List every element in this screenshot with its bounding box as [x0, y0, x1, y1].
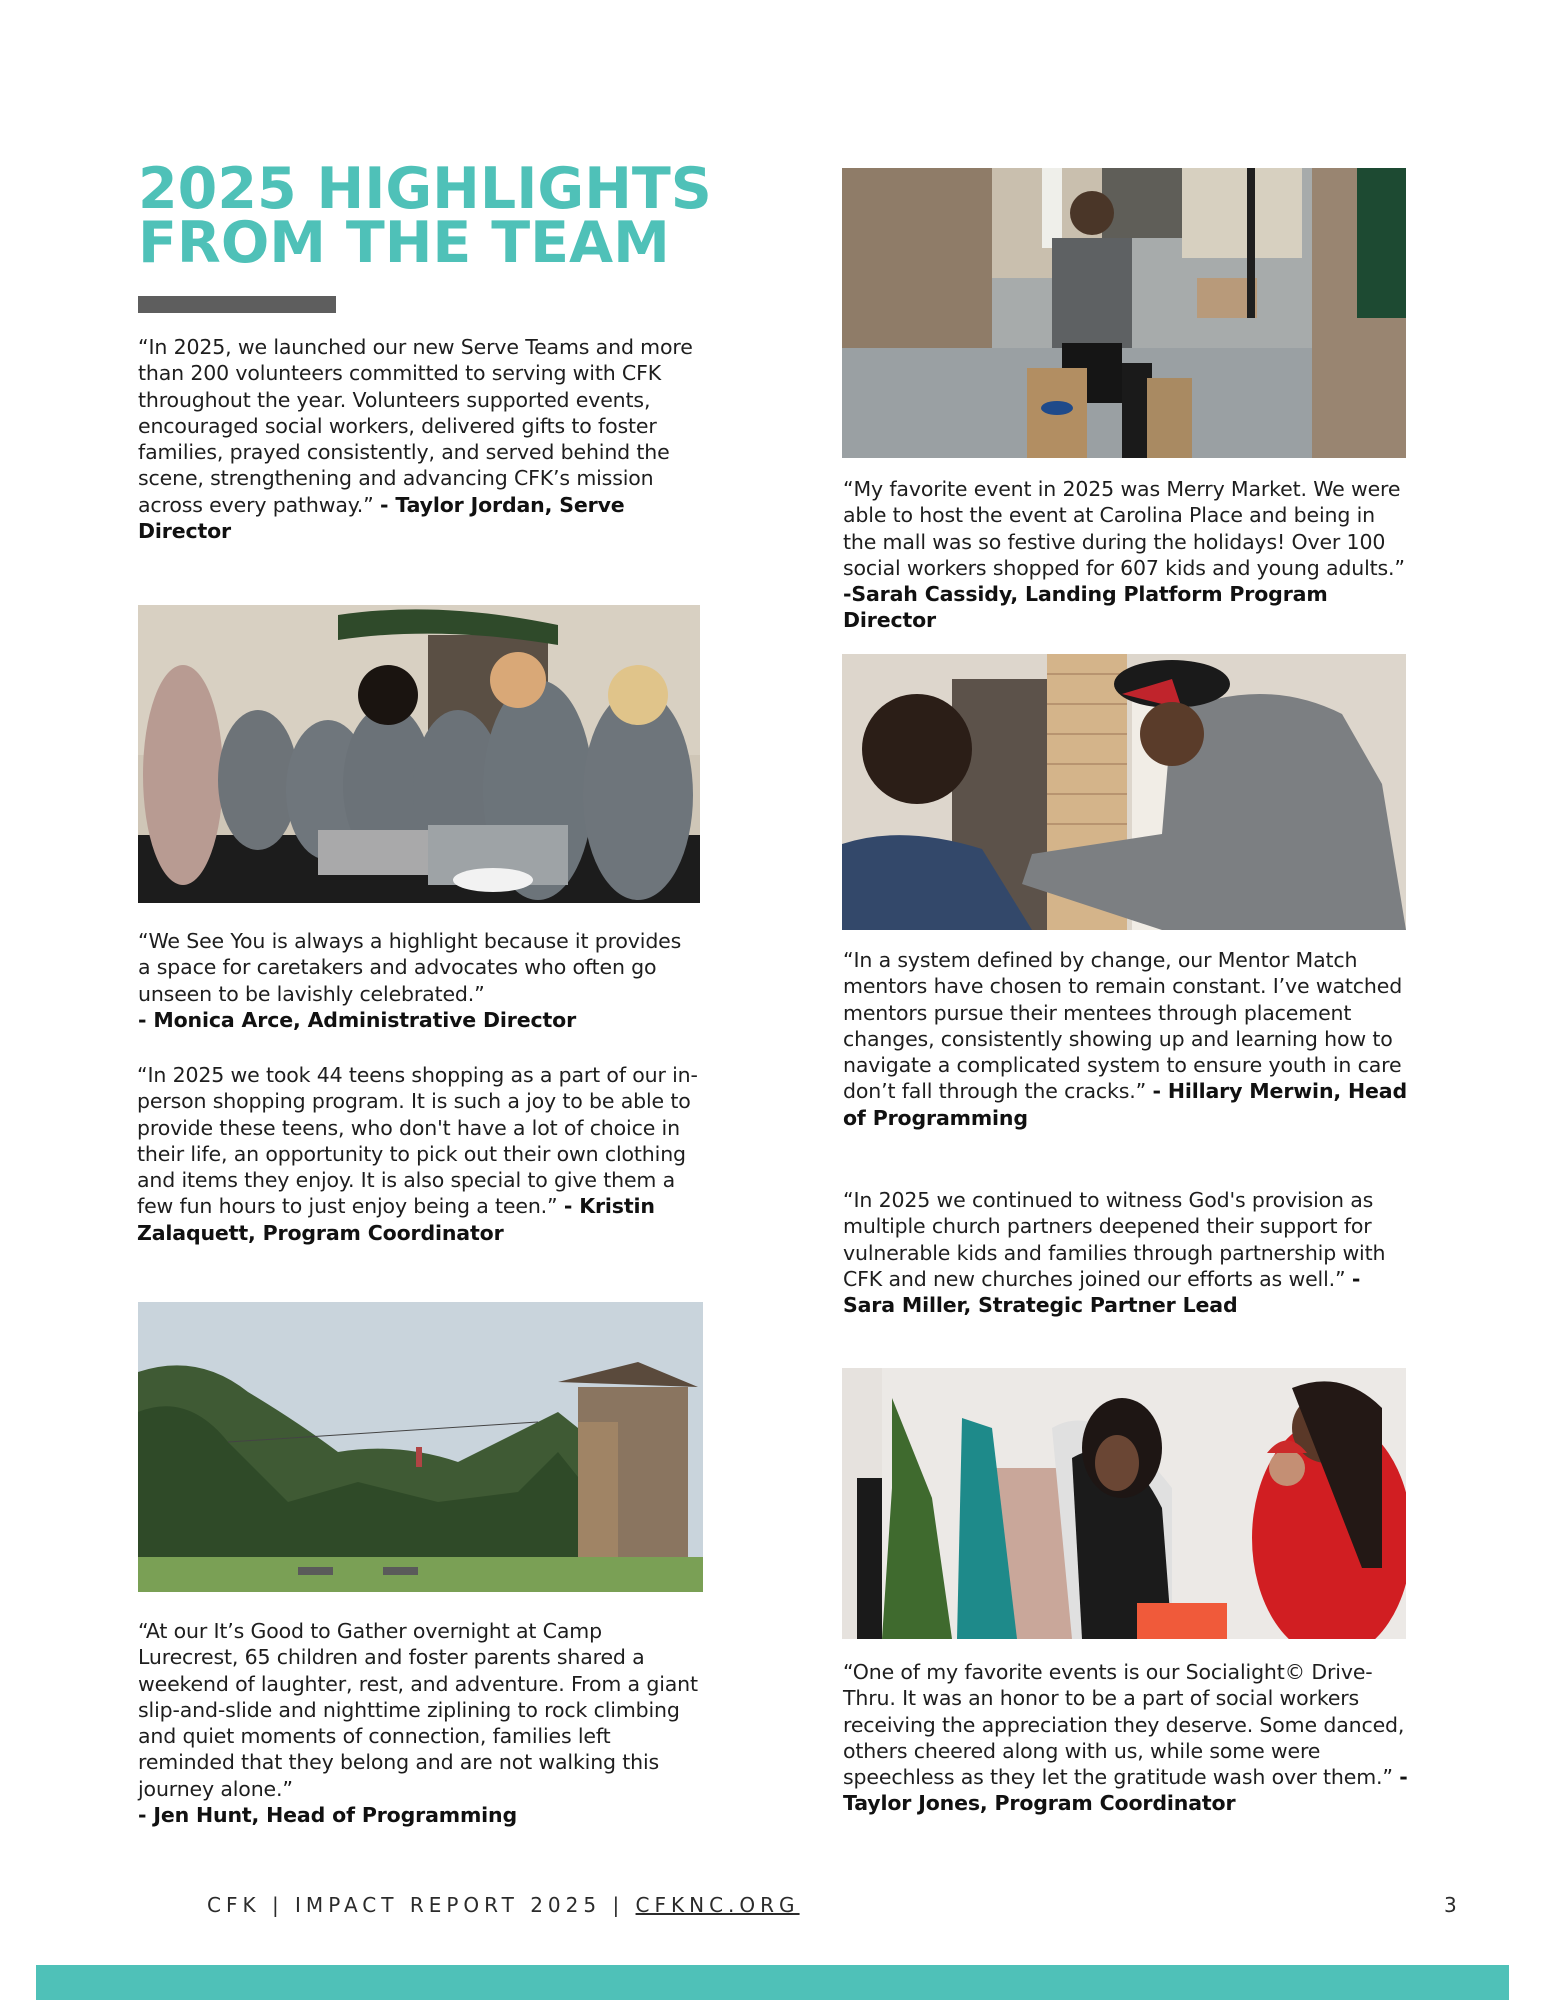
- quote-attribution: - Jen Hunt, Head of Programming: [138, 1803, 518, 1828]
- quote-hillary-merwin: [843, 947, 1408, 1131]
- quote-text: “In 2025 we continued to witness God's provision as multiple church partners deepened their support for vulnerable kids and families through partnership with CFK and new churches joined our efforts as well.”: [843, 1188, 1386, 1291]
- quote-text: “One of my favorite events is our Socialight© Drive-Thru. It was an honor to be a part of social workers receiving the appreciation they deserve. Some danced, others cheered along with us, while some were speechless as they let the gratitude wash over them.”: [843, 1660, 1405, 1790]
- quote-text: “At our It’s Good to Gather overnight at Camp Lurecrest, 65 children and foster parents shared a weekend of laughter, rest, and adventure. From a giant slip-and-slide and nighttime ziplining to rock climbing and quiet moments of connection, families left reminded that they belong and are not walking this journey alone.”: [138, 1619, 698, 1801]
- quote-kristin-zalaquett: [137, 1062, 702, 1246]
- page-title: [138, 156, 712, 276]
- quote-taylor-jordan: [138, 334, 698, 544]
- quote-attribution: - Hillary Merwin, Head of Programming: [843, 1079, 1407, 1130]
- quote-attribution: - Kristin Zalaquett, Program Coordinator: [137, 1194, 655, 1245]
- quote-attribution: - Taylor Jordan, Serve Director: [138, 492, 625, 544]
- quote-jen-hunt: [138, 1618, 703, 1828]
- footer-label: CFK | IMPACT REPORT 2025 |: [207, 1893, 636, 1917]
- quote-sara-miller: [843, 1187, 1408, 1318]
- photo-camp-zipline: [138, 1302, 703, 1592]
- quote-text: “We See You is always a highlight because it provides a space for caretakers and advocates who often go unseen to be lavishly celebrated.”: [138, 929, 682, 1006]
- quote-monica-arce: [138, 928, 698, 1033]
- page-number: 3: [1444, 1893, 1457, 1917]
- quote-attribution: - Sara Miller, Strategic Partner Lead: [843, 1266, 1361, 1318]
- footer: [207, 1893, 800, 1917]
- page-title-line-1: 2025 HIGHLIGHTS: [138, 156, 712, 222]
- quote-text: “In a system defined by change, our Mentor Match mentors have chosen to remain constant. I’ve watched mentors pursue their mentees through placement changes, consistently showing up and learning how to navigate a complicated system to ensure youth in care don’t fall through the cracks.”: [843, 948, 1403, 1104]
- title-underline-bar: [138, 296, 336, 313]
- quote-text: “In 2025 we took 44 teens shopping as a part of our in-person shopping program. It is such a joy to be able to provide these teens, who don't have a lot of choice in their life, an opportunity to pick out their own clothing and items they enjoy. It is also special to give them a few fun hours to just enjoy being a teen.”: [137, 1063, 698, 1219]
- quote-text: “My favorite event in 2025 was Merry Market. We were able to host the event at Carolina Place and being in the mall was so festive during the holidays! Over 100 social workers shopped for 607 kids and young adults.”: [843, 477, 1405, 580]
- footer-website-link[interactable]: CFKNC.ORG: [635, 1893, 800, 1917]
- photo-teen-shopping-mall: [842, 168, 1406, 458]
- quote-text: “In 2025, we launched our new Serve Teams and more than 200 volunteers committed to serving with CFK throughout the year. Volunteers supported events, encouraged social workers, delivered gifts to foster families, prayed consistently, and served behind the scene, strengthening and advancing CFK’s mission across every pathway.”: [138, 335, 693, 517]
- quote-attribution: - Taylor Jones, Program Coordinator: [843, 1765, 1408, 1816]
- quote-attribution: -Sarah Cassidy, Landing Platform Program Director: [843, 582, 1328, 633]
- quote-sarah-cassidy: [843, 476, 1408, 634]
- photo-giant-jenga: [842, 654, 1406, 930]
- quote-taylor-jones: [843, 1659, 1408, 1817]
- photo-socialight-shopping: [842, 1368, 1406, 1639]
- quote-attribution: - Monica Arce, Administrative Director: [138, 1007, 577, 1032]
- page-title-line-2: FROM THE TEAM: [138, 210, 670, 276]
- photo-volunteers-serving: [138, 605, 700, 903]
- bottom-accent-band: [36, 1965, 1509, 2000]
